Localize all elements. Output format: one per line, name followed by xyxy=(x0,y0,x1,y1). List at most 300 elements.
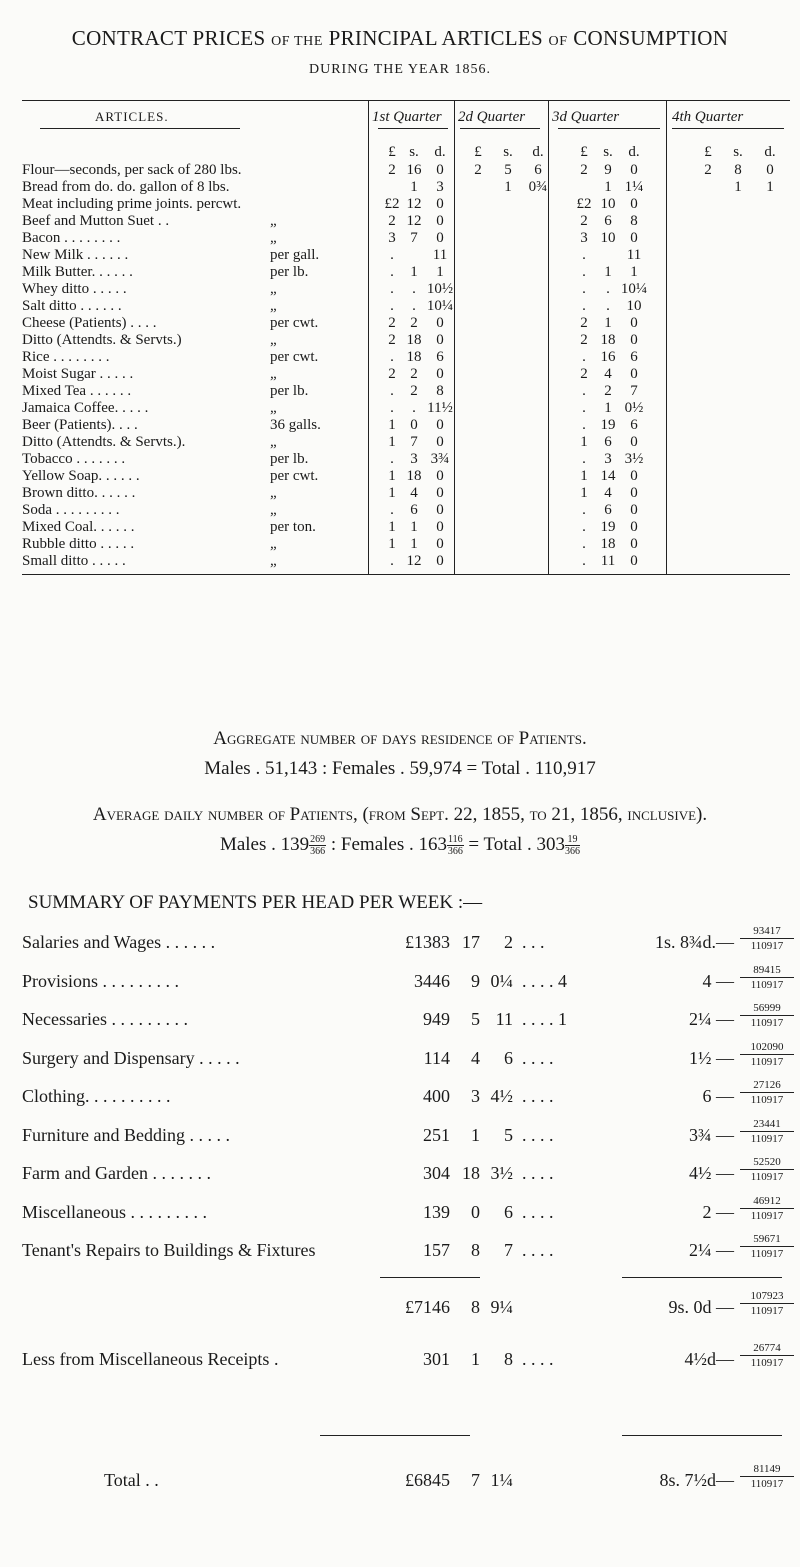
unit-cell: s. xyxy=(733,144,743,160)
price-cell: £2 xyxy=(384,196,400,212)
rate-fraction xyxy=(740,1341,794,1370)
price-cell: 8 xyxy=(630,213,638,229)
row-unit: „ xyxy=(270,434,277,450)
header-q2: 2d Quarter xyxy=(458,109,526,125)
row-unit: 36 galls. xyxy=(270,417,321,433)
price-cell: 18 xyxy=(406,349,422,365)
pence: 3½ xyxy=(490,1163,513,1183)
row-label: Small ditto . . . . . xyxy=(22,553,126,569)
header-underline xyxy=(378,128,448,129)
shillings: 17 xyxy=(462,932,480,952)
row-label: Beer (Patients). . . . xyxy=(22,417,138,433)
frac-num: 26774 xyxy=(740,1341,794,1356)
price-cell: 1 xyxy=(410,179,418,195)
pounds: 301 xyxy=(423,1349,450,1369)
units-row xyxy=(0,144,800,163)
frac-den: 110917 xyxy=(750,1478,784,1490)
frac-num: 23441 xyxy=(740,1117,794,1132)
price-cell: 0 xyxy=(436,315,444,331)
frac-num: 56999 xyxy=(740,1001,794,1016)
rate-fraction xyxy=(740,924,794,953)
aggregate-line: Males . 51,143 : Females . 59,974 = Total . 110,917 xyxy=(204,758,596,779)
rate-fraction xyxy=(740,1232,794,1261)
price-cell: . xyxy=(390,553,394,569)
price-cell: 19 xyxy=(600,417,616,433)
row-label: Whey ditto . . . . . xyxy=(22,281,127,297)
summary-row xyxy=(0,963,800,1001)
price-cell: 7 xyxy=(410,434,418,450)
rate: 4½d— xyxy=(684,1349,734,1369)
price-cell: . xyxy=(582,400,586,416)
unit-cell: s. xyxy=(603,144,613,160)
unit-cell: £ xyxy=(580,144,588,160)
females-fraction xyxy=(447,834,464,857)
pounds: 949 xyxy=(423,1009,450,1029)
row-label: Rice . . . . . . . . xyxy=(22,349,110,365)
frac-num: 19 xyxy=(565,834,580,846)
row-label: Soda . . . . . . . . . xyxy=(22,502,120,518)
pence: 2 xyxy=(504,932,513,952)
pence: 7 xyxy=(504,1240,513,1260)
price-cell: . xyxy=(412,281,416,297)
leader-dots: . . . xyxy=(522,932,545,952)
subtotal-rule xyxy=(622,1277,782,1278)
pence: 9¼ xyxy=(490,1297,513,1317)
row-label: Meat including prime joints. percwt. xyxy=(22,196,242,212)
summary-row xyxy=(0,1079,800,1116)
price-cell: 0½ xyxy=(624,400,644,416)
shillings: 3 xyxy=(471,1086,480,1106)
row-label: Brown ditto. . . . . . xyxy=(22,485,136,501)
price-cell: 0 xyxy=(436,485,444,501)
pence: 8 xyxy=(504,1349,513,1369)
rate: 9s. 0d — xyxy=(668,1297,734,1317)
rate: 4½ — xyxy=(689,1163,734,1183)
price-cell: 1 xyxy=(604,179,612,195)
price-cell: 1¼ xyxy=(624,179,644,195)
rate-fraction xyxy=(740,1462,794,1491)
price-cell: 2 xyxy=(388,213,396,229)
price-cell: 16 xyxy=(600,349,616,365)
price-cell: 1 xyxy=(388,417,396,433)
price-cell: 3 xyxy=(388,230,396,246)
row-unit: „ xyxy=(270,400,277,416)
price-cell: 10 xyxy=(600,196,616,212)
price-cell: 19 xyxy=(600,519,616,535)
price-cell: . xyxy=(390,502,394,518)
price-cell: . xyxy=(582,553,586,569)
row-label: Moist Sugar . . . . . xyxy=(22,366,134,382)
rate-fraction xyxy=(740,1194,794,1223)
summary-row xyxy=(0,925,800,962)
shillings: 0 xyxy=(471,1201,480,1222)
price-cell: 0 xyxy=(436,536,444,552)
header-underline xyxy=(672,128,784,129)
price-cell: 0 xyxy=(436,468,444,484)
frac-num: 269 xyxy=(310,834,326,846)
price-cell: 0 xyxy=(436,417,444,433)
table-top-rule xyxy=(22,100,790,101)
summary-heading: SUMMARY OF PAYMENTS PER HEAD PER WEEK :— xyxy=(28,892,483,913)
price-cell: 2 xyxy=(388,366,396,382)
price-cell: 6 xyxy=(534,162,542,178)
frac-den: 366 xyxy=(310,846,326,858)
price-cell: . xyxy=(390,298,394,314)
title-part: CONTRACT PRICES xyxy=(71,26,266,50)
price-cell: 3 xyxy=(580,230,588,246)
row-unit: per lb. xyxy=(270,264,309,280)
rate-fraction xyxy=(740,1040,794,1069)
shillings: 9 xyxy=(471,970,480,991)
summary-row xyxy=(0,1002,800,1039)
leader-dots: . . . . xyxy=(522,1163,554,1183)
price-cell: 0 xyxy=(436,162,444,178)
row-label: Salaries and Wages . . . . . . xyxy=(22,932,216,952)
frac-den: 110917 xyxy=(750,978,784,991)
price-cell: 10½ xyxy=(426,281,454,297)
price-cell: 9 xyxy=(604,162,612,178)
frac-den: 366 xyxy=(565,846,581,858)
price-cell: 8 xyxy=(436,383,444,399)
price-cell: 1 xyxy=(580,468,588,484)
price-cell: 0 xyxy=(436,213,444,229)
pounds: £7146 xyxy=(405,1297,450,1317)
leader-dots: . . . . xyxy=(522,1086,554,1106)
price-cell: . xyxy=(582,383,586,399)
price-cell: . xyxy=(582,264,586,280)
price-cell: . xyxy=(390,349,394,365)
frac-num: 59671 xyxy=(740,1232,794,1247)
unit-cell: £ xyxy=(474,144,482,160)
header-q4: 4th Quarter xyxy=(672,109,744,125)
price-cell: 1 xyxy=(604,264,612,280)
frac-den: 110917 xyxy=(750,1132,784,1145)
pounds: £6845 xyxy=(405,1470,450,1490)
price-cell: 6 xyxy=(630,417,638,433)
price-cell: 2 xyxy=(604,383,612,399)
unit-cell: s. xyxy=(503,144,513,160)
price-cell: 0 xyxy=(630,230,638,246)
total-fraction xyxy=(565,834,580,857)
row-unit: „ xyxy=(270,332,277,348)
row-label: Beef and Mutton Suet . . xyxy=(22,213,170,229)
rate-fraction xyxy=(740,1001,794,1030)
price-cell: 0 xyxy=(436,502,444,518)
price-cell: 2 xyxy=(580,213,588,229)
title-part: OF xyxy=(548,34,568,49)
row-label: Ditto (Attendts. & Servts.) xyxy=(22,332,182,348)
frac-den: 110917 xyxy=(750,1305,784,1317)
frac-den: 110917 xyxy=(750,1094,784,1106)
price-cell: . xyxy=(582,298,586,314)
price-cell: 1 xyxy=(580,485,588,501)
price-cell: 0 xyxy=(630,196,638,212)
summary-row xyxy=(0,1233,800,1270)
price-cell: 0 xyxy=(436,553,444,569)
average-heading: Average daily number of Patients, (from Sept. 22, 1855, to 21, 1856, inclusive). xyxy=(92,804,708,825)
price-cell: 0 xyxy=(630,485,638,501)
rate-fraction xyxy=(740,1289,794,1318)
price-cell: 0 xyxy=(630,434,638,450)
rate: 6 — xyxy=(702,1086,734,1106)
price-cell: 1 xyxy=(410,519,418,535)
leader-dots: . . . . xyxy=(522,1349,554,1369)
price-cell: 11 xyxy=(432,247,448,263)
unit-cell: d. xyxy=(628,144,640,160)
row-unit: „ xyxy=(270,230,277,246)
title-part: PRINCIPAL ARTICLES xyxy=(328,26,543,50)
unit-cell: £ xyxy=(388,144,396,160)
price-cell: 10 xyxy=(626,298,642,314)
leader-dots: . . . . xyxy=(522,1201,554,1222)
price-cell: 6 xyxy=(604,502,612,518)
row-label: Ditto (Attendts. & Servts.). xyxy=(22,434,186,450)
rate: 2¼ — xyxy=(689,1240,734,1260)
pence: 1¼ xyxy=(490,1470,513,1490)
price-cell: 6 xyxy=(604,213,612,229)
price-cell: . xyxy=(412,298,416,314)
price-cell: . xyxy=(582,536,586,552)
price-cell: 7 xyxy=(410,230,418,246)
frac-num: 93417 xyxy=(740,924,794,939)
price-cell: 0 xyxy=(436,230,444,246)
frac-num: 27126 xyxy=(740,1078,794,1093)
price-cell: 0 xyxy=(630,315,638,331)
row-label: Tenant's Repairs to Buildings & Fixtures xyxy=(22,1240,316,1260)
pence: 6 xyxy=(504,1047,513,1068)
frac-den: 110917 xyxy=(750,1055,784,1068)
price-cell: 0 xyxy=(436,519,444,535)
total-rule xyxy=(622,1435,782,1436)
row-unit: per cwt. xyxy=(270,349,319,365)
row-label: Cheese (Patients) . . . . xyxy=(22,315,157,331)
row-label: New Milk . . . . . . xyxy=(22,247,129,263)
price-cell: 5 xyxy=(504,162,512,178)
rate: 2 — xyxy=(702,1201,734,1222)
rate-fraction xyxy=(740,1078,794,1107)
subtotal-row xyxy=(0,1290,800,1327)
price-cell: 0 xyxy=(436,434,444,450)
price-cell: . xyxy=(582,281,586,297)
row-label: Jamaica Coffee. . . . . xyxy=(22,400,149,416)
row-unit: „ xyxy=(270,281,277,297)
price-cell: 6 xyxy=(410,502,418,518)
pounds: 114 xyxy=(423,1047,450,1068)
price-cell: 1 xyxy=(388,468,396,484)
price-cell: 0 xyxy=(436,366,444,382)
price-cell: 2 xyxy=(410,366,418,382)
row-label: Yellow Soap. . . . . . xyxy=(22,468,140,484)
unit-cell: d. xyxy=(532,144,544,160)
row-unit: „ xyxy=(270,298,277,314)
price-cell: . xyxy=(412,400,416,416)
summary-row xyxy=(0,1156,800,1193)
males-fraction xyxy=(309,834,326,857)
price-cell: 12 xyxy=(406,213,422,229)
price-cell: 18 xyxy=(406,468,422,484)
price-cell: 10¼ xyxy=(620,281,648,297)
frac-den: 110917 xyxy=(750,1209,784,1222)
price-cell: 2 xyxy=(388,332,396,348)
price-cell: 0 xyxy=(410,417,418,433)
unit-cell: £ xyxy=(704,144,712,160)
pounds: 3446 xyxy=(414,970,450,991)
price-cell: 0 xyxy=(630,162,638,178)
price-cell: 18 xyxy=(406,332,422,348)
pounds: 400 xyxy=(423,1086,450,1106)
row-unit: per lb. xyxy=(270,383,309,399)
subtotal-rule xyxy=(380,1277,480,1278)
price-cell: 7 xyxy=(630,383,638,399)
row-label: Provisions . . . . . . . . . xyxy=(22,970,180,991)
price-cell: . xyxy=(606,298,610,314)
page-subtitle: DURING THE YEAR 1856. xyxy=(309,62,491,77)
pence: 0¼ xyxy=(490,970,513,991)
shillings: 7 xyxy=(471,1470,480,1490)
frac-den: 110917 xyxy=(750,1017,784,1029)
price-cell: 2 xyxy=(388,162,396,178)
row-unit: „ xyxy=(270,553,277,569)
price-cell: 10¼ xyxy=(426,298,454,314)
row-label: Clothing. . . . . . . . . . xyxy=(22,1086,171,1106)
row-label: Furniture and Bedding . . . . . xyxy=(22,1124,230,1145)
price-cell: 2 xyxy=(580,366,588,382)
row-label: Farm and Garden . . . . . . . xyxy=(22,1163,211,1183)
price-cell: 4 xyxy=(604,485,612,501)
total-row xyxy=(0,1463,800,1500)
title-part: CONSUMPTION xyxy=(573,26,729,50)
price-cell: 16 xyxy=(406,162,422,178)
frac-den: 110917 xyxy=(750,1248,784,1260)
row-label: Bacon . . . . . . . . xyxy=(22,230,121,246)
pounds: 139 xyxy=(423,1201,450,1222)
price-cell: 2 xyxy=(704,162,712,178)
row-label: Surgery and Dispensary . . . . . xyxy=(22,1047,240,1068)
price-cell: . xyxy=(582,349,586,365)
price-cell: 0 xyxy=(630,366,638,382)
rate: 8s. 7½d— xyxy=(659,1470,734,1490)
average-line xyxy=(0,834,800,857)
row-label: Flour—seconds, per sack of 280 lbs. xyxy=(22,162,242,178)
row-unit: „ xyxy=(270,502,277,518)
price-cell: 12 xyxy=(406,553,422,569)
pounds: 157 xyxy=(423,1240,450,1260)
header-q3: 3d Quarter xyxy=(552,109,620,125)
summary-row xyxy=(0,1117,800,1155)
price-cell: . xyxy=(582,502,586,518)
shillings: 8 xyxy=(471,1297,480,1317)
price-cell: 12 xyxy=(406,196,422,212)
total-rule xyxy=(320,1435,470,1436)
price-cell: 0 xyxy=(436,196,444,212)
price-cell: . xyxy=(390,264,394,280)
leader-dots: . . . . 1 xyxy=(522,1009,567,1029)
unit-cell: d. xyxy=(434,144,446,160)
table-row xyxy=(0,553,800,572)
table-bottom-rule xyxy=(22,574,790,575)
price-cell: 3¾ xyxy=(430,451,450,467)
price-cell: 2 xyxy=(410,383,418,399)
price-cell: 0 xyxy=(630,553,638,569)
price-cell: 18 xyxy=(600,536,616,552)
row-unit: per ton. xyxy=(270,519,316,535)
price-cell: 1 xyxy=(580,434,588,450)
frac-den: 110917 xyxy=(750,1171,784,1183)
pounds: 304 xyxy=(423,1163,450,1183)
unit-cell: d. xyxy=(764,144,776,160)
price-cell: 14 xyxy=(600,468,616,484)
price-cell: 3 xyxy=(436,179,444,195)
price-cell: 1 xyxy=(604,315,612,331)
price-cell: 1 xyxy=(630,264,638,280)
frac-num: 89415 xyxy=(740,963,794,978)
leader-dots: . . . . xyxy=(522,1047,554,1068)
price-cell: 0 xyxy=(630,536,638,552)
price-cell: 4 xyxy=(410,485,418,501)
price-cell: . xyxy=(390,400,394,416)
price-cell: 0 xyxy=(766,162,774,178)
price-cell: 1 xyxy=(388,434,396,450)
row-unit: „ xyxy=(270,536,277,552)
price-cell: 0 xyxy=(630,468,638,484)
price-cell: 1 xyxy=(766,179,774,195)
price-cell: . xyxy=(390,281,394,297)
rate: 2¼ — xyxy=(689,1009,734,1029)
row-label: Salt ditto . . . . . . xyxy=(22,298,122,314)
price-cell: . xyxy=(390,451,394,467)
price-cell: 11 xyxy=(600,553,616,569)
price-cell: 0 xyxy=(630,519,638,535)
price-cell: . xyxy=(390,247,394,263)
row-label: Mixed Coal. . . . . . xyxy=(22,519,135,535)
pence: 4½ xyxy=(490,1086,513,1106)
rate: 3¾ — xyxy=(689,1124,734,1145)
frac-num: 116 xyxy=(448,834,463,846)
row-label: Rubble ditto . . . . . xyxy=(22,536,135,552)
row-unit: per lb. xyxy=(270,451,309,467)
frac-num: 107923 xyxy=(740,1289,794,1304)
row-label: Miscellaneous . . . . . . . . . xyxy=(22,1201,207,1222)
row-label: Tobacco . . . . . . . xyxy=(22,451,126,467)
summary-row xyxy=(0,1040,800,1078)
total-label: = Total . 303 xyxy=(468,834,566,855)
shillings: 8 xyxy=(471,1240,480,1260)
header-underline xyxy=(558,128,660,129)
page-title xyxy=(0,26,800,51)
row-unit: per cwt. xyxy=(270,468,319,484)
header-underline xyxy=(460,128,540,129)
price-cell: 0 xyxy=(630,502,638,518)
row-label: Less from Miscellaneous Receipts . xyxy=(22,1349,279,1369)
price-cell: . xyxy=(582,417,586,433)
price-cell: 1 xyxy=(504,179,512,195)
females-label: : Females . 163 xyxy=(330,834,447,855)
price-cell: 1 xyxy=(436,264,444,280)
price-cell: 6 xyxy=(604,434,612,450)
shillings: 18 xyxy=(462,1163,480,1183)
price-cell: 3 xyxy=(410,451,418,467)
price-cell: £2 xyxy=(576,196,592,212)
males-label: Males . 139 xyxy=(219,834,310,855)
price-cell: . xyxy=(606,281,610,297)
row-label: Necessaries . . . . . . . . . xyxy=(22,1009,188,1029)
rate: 1½ — xyxy=(689,1047,734,1068)
shillings: 4 xyxy=(471,1047,480,1068)
rate: 4 — xyxy=(702,970,734,991)
unit-cell: s. xyxy=(409,144,419,160)
row-label: Mixed Tea . . . . . . xyxy=(22,383,132,399)
title-part: OF THE xyxy=(271,34,324,49)
